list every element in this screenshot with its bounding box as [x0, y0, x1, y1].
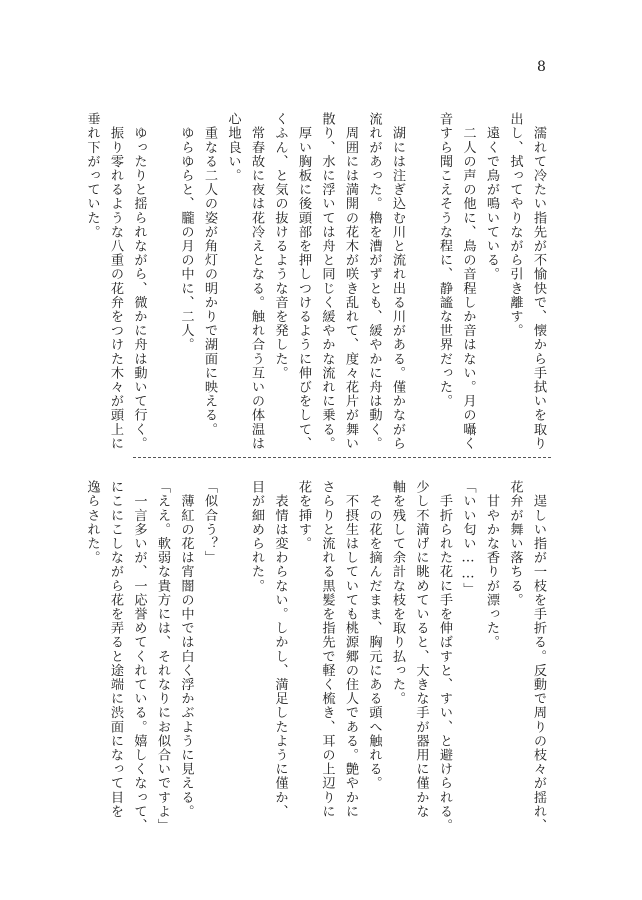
text-line: 甘やかな香りが漂った。: [484, 480, 499, 650]
text-line: さらりと流れる黒髪を指先で軽く梳き、耳の上辺りに: [319, 480, 335, 819]
text-line: 目が細められた。: [249, 480, 264, 593]
text-line: その花を摘んだまま、胸元にある頭へ触れる。: [366, 480, 382, 791]
page-number: 8: [537, 59, 546, 75]
text-line: 常春故に夜は花冷えとなる。触れ合う互いの体温は: [249, 112, 264, 451]
text-line: 流れがあった。櫓を漕がずとも、緩やかに舟は動く。: [366, 112, 382, 451]
text-line: 濡れて冷たい指先が不愉快で、懐から手拭いを取り: [531, 112, 546, 451]
text-line: 二人の声の他に、鳥の音程しか音はない。月の囁く: [460, 112, 476, 451]
text-line: 表情は変わらない。しかし、満足したように僅か、: [272, 480, 288, 819]
blank-line: [221, 480, 245, 810]
text-line: 音すら聞こえそうな程に、静謐な世界だった。: [437, 112, 452, 409]
text-line: 逸らされた。: [84, 480, 100, 565]
text-line: 振り零れるような八重の花弁をつけた木々が頭上に: [108, 112, 123, 451]
blank-line: [409, 112, 433, 442]
text-line: ゆったりと揺られながら、微かに舟は動いて行く。: [131, 112, 147, 451]
text-line: 薄紅の花は宵闇の中では白く浮かぶように見える。: [178, 480, 194, 819]
section-divider: [133, 457, 551, 458]
text-line: 散り、水に浮いては舟と同じく緩やかな流れに乗る。: [319, 112, 335, 451]
text-line: 遠くで鳥が鳴いている。: [484, 112, 499, 282]
text-line: 「ええ。軟弱な貴方には、それなりにお似合いですよ」: [155, 480, 170, 833]
text-line: 手折られた花に手を伸ばすと、すい、と避けられる。: [437, 480, 452, 833]
text-line: 「似合う？」: [202, 480, 217, 565]
text-line: 少し不満げに眺めていると、大きな手が器用に僅かな: [413, 480, 429, 819]
text-line: 湖には注ぎ込む川と流れ出る川がある。僅かながら: [390, 112, 405, 451]
text-line: 「いい匂い……」: [460, 480, 476, 597]
text-line: 重なる二人の姿が角灯の明かりで湖面に映える。: [202, 112, 217, 437]
text-line: ゆらゆらと、朧の月の中に、二人。: [178, 112, 194, 352]
text-line: くふん、と気の抜けるような音を発した。: [272, 112, 288, 380]
text-line: 心地良い。: [225, 112, 241, 183]
text-line: 厚い胸板に後頭部を押しつけるように伸びをして、: [296, 112, 311, 451]
text-line: 不摂生はしていても桃源郷の住人である。艶やかに: [343, 480, 358, 819]
text-line: 一言多いが、一応誉めてくれている。嬉しくなって、: [131, 480, 147, 833]
text-line: にこにこしながら花を弄ると途端に渋面になって目を: [108, 480, 123, 819]
upper-text-section: [80, 112, 550, 451]
text-line: 出し、拭ってやりながら引き離す。: [507, 112, 523, 338]
text-line: 軸を残して余計な枝を取り払った。: [390, 480, 405, 706]
text-line: 垂れ下がっていた。: [84, 112, 100, 239]
lower-text-section: [80, 480, 550, 833]
blank-line: [151, 112, 175, 442]
text-line: 花弁が舞い落ちる。: [507, 480, 523, 607]
text-line: 周囲には満開の花木が咲き乱れて、度々花片が舞い: [343, 112, 358, 451]
text-line: 逞しい指が一枝を手折る。反動で周りの枝々が揺れ、: [531, 480, 546, 833]
text-line: 花を挿す。: [296, 480, 311, 551]
